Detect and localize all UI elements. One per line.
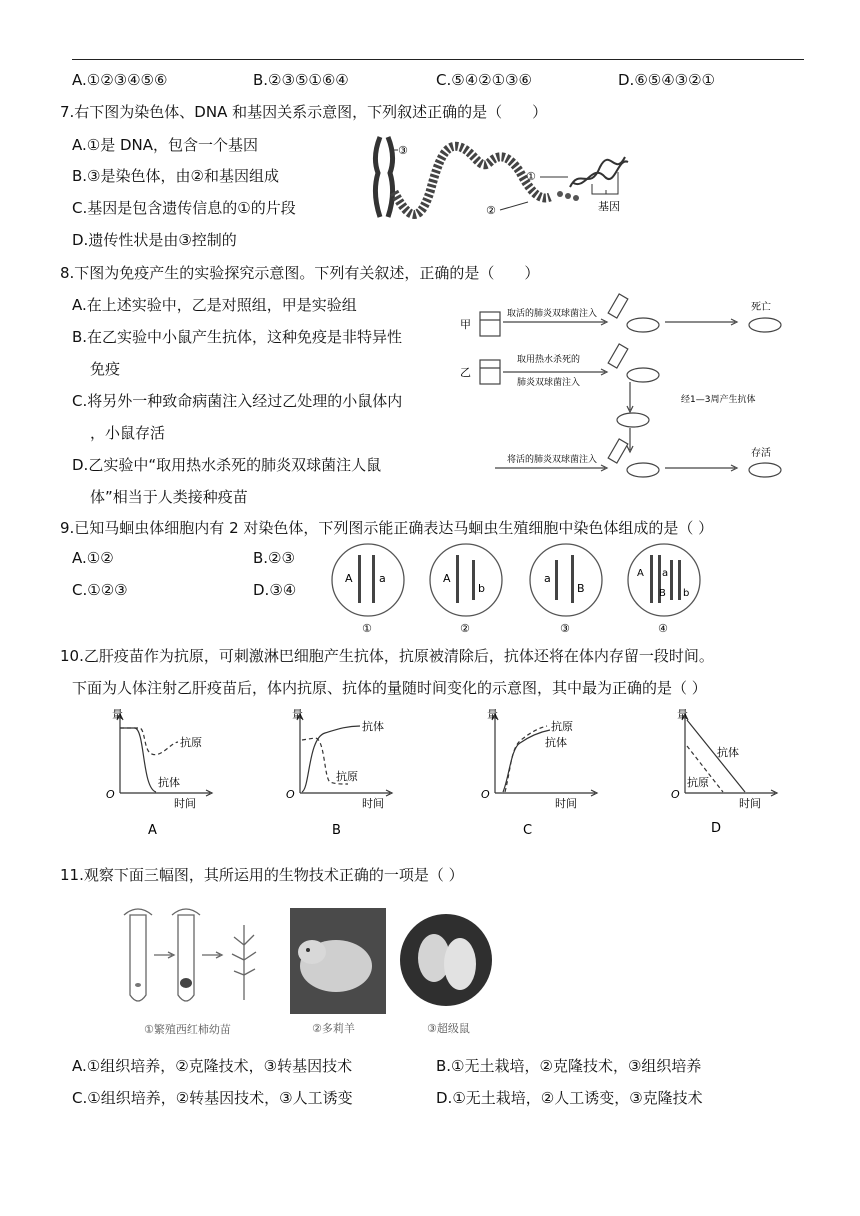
graph-d-origin: O: [671, 788, 680, 801]
label-jia: 甲: [460, 318, 471, 331]
graph-c-antibody: 抗体: [545, 736, 567, 749]
q11-option-c[interactable]: C.①组织培养，②转基因技术，③人工诱变: [72, 1089, 353, 1107]
cell3-label-a-lower: a: [544, 572, 551, 585]
q8-option-c-cont: ，小鼠存活: [90, 424, 166, 442]
graph-a-letter: A: [148, 823, 157, 838]
q9-option-b[interactable]: B.②③: [253, 549, 295, 567]
q6-option-c[interactable]: C.⑤④②①③⑥: [436, 71, 532, 89]
graph-c-antigen: 抗原: [551, 720, 573, 733]
chromosome-dna-gene-diagram: [360, 132, 645, 227]
q9-option-d[interactable]: D.③④: [253, 581, 297, 599]
cell3-number: ③: [560, 622, 570, 635]
chromosome-cells-diagram: [328, 540, 708, 635]
cell2-label-b-lower: b: [478, 582, 485, 595]
super-mouse-photo: [398, 908, 494, 1014]
graph-b-antigen: 抗原: [336, 770, 358, 783]
header-rule: [72, 59, 804, 60]
step-antibody-weeks: 经1—3周产生抗体: [681, 395, 756, 405]
graph-a-origin: O: [106, 788, 115, 801]
graph-d-y-label: 量: [677, 708, 688, 721]
q6-option-b[interactable]: B.②③⑤①⑥④: [253, 71, 349, 89]
q9-option-c[interactable]: C.①②③: [72, 581, 128, 599]
chromosome-shape: [375, 137, 392, 217]
graph-c-origin: O: [481, 788, 490, 801]
q11-stem: 11.观察下面三幅图，其所运用的生物技术正确的一项是（ ）: [60, 866, 464, 884]
q8-option-b[interactable]: B.在乙实验中小鼠产生抗体，这种免疫是非特异性: [72, 328, 403, 346]
graph-a-antibody: 抗体: [158, 776, 180, 789]
cell4-label-b-lower: b: [683, 588, 690, 599]
q8-stem: 8.下图为免疫产生的实验探究示意图。下列有关叙述，正确的是（ ）: [60, 264, 540, 282]
q8-option-d[interactable]: D.乙实验中“取用热水杀死的肺炎双球菌注人鼠: [72, 456, 382, 474]
graph-a-y-label: 量: [112, 708, 123, 721]
cell3-label-b-upper: B: [577, 582, 585, 595]
q8-option-a[interactable]: A.在上述实验中，乙是对照组，甲是实验组: [72, 296, 357, 314]
graph-b-antibody: 抗体: [362, 720, 384, 733]
cell2-label-a-upper: A: [443, 572, 451, 585]
graph-c-y-label: 量: [487, 708, 498, 721]
q7-stem: 7.右下图为染色体、DNA 和基因关系示意图，下列叙述正确的是（ ）: [60, 103, 548, 121]
q6-option-a[interactable]: A.①②③④⑤⑥: [72, 71, 168, 89]
q11-option-d[interactable]: D.①无土栽培，②人工诱变，③克隆技术: [436, 1089, 703, 1107]
cell1-label-a-lower: a: [379, 572, 386, 585]
graph-d-x-label: 时间: [739, 797, 761, 810]
q10-stem-line1: 10.乙肝疫苗作为抗原，可刺激淋巴细胞产生抗体，抗原被清除后，抗体还将在体内存留一段时间。: [60, 647, 714, 665]
q6-option-d[interactable]: D.⑥⑤④③②①: [618, 71, 716, 89]
cell4-label-a-upper: A: [637, 568, 644, 579]
label-3: ③: [398, 144, 408, 157]
label-2: ②: [486, 204, 496, 217]
result-dead: 死亡: [751, 302, 771, 313]
q10-stem-line2: 下面为人体注射乙肝疫苗后，体内抗原、抗体的量随时间变化的示意图，其中最为正确的是（ ）: [72, 679, 707, 697]
graph-b: [280, 708, 430, 838]
graph-b-origin: O: [286, 788, 295, 801]
graph-a-antigen: 抗原: [180, 736, 202, 749]
step-live-inject: 取活的肺炎双球菌注入: [507, 309, 598, 319]
label-1: ①: [526, 170, 536, 183]
graph-d-antigen: 抗原: [687, 776, 709, 789]
q7-option-a[interactable]: A.①是 DNA，包含一个基因: [72, 136, 259, 154]
q11-option-a[interactable]: A.①组织培养，②克隆技术，③转基因技术: [72, 1057, 353, 1075]
step-live-inject-again: 将活的肺炎双球菌注入: [507, 455, 598, 465]
graph-d-antibody: 抗体: [717, 746, 739, 759]
q8-option-d-cont: 体”相当于人类接种疫苗: [90, 488, 248, 506]
label-yi: 乙: [460, 366, 471, 379]
q8-option-c[interactable]: C.将另外一种致命病菌注入经过乙处理的小鼠体内: [72, 392, 403, 410]
dna-helix: [570, 157, 628, 187]
caption-dolly: ②多莉羊: [312, 1022, 355, 1035]
step-heat-killed-1: 取用热水杀死的: [517, 355, 581, 365]
graph-b-letter: B: [332, 823, 341, 838]
graph-b-y-label: 量: [292, 708, 303, 721]
graph-a-x-label: 时间: [174, 797, 196, 810]
q7-option-c[interactable]: C.基因是包含遗传信息的①的片段: [72, 199, 296, 217]
cell4-number: ④: [658, 622, 668, 635]
step-heat-killed-2: 肺炎双球菌注入: [517, 378, 581, 388]
q9-stem: 9.已知马蛔虫体细胞内有 2 对染色体，下列图示能正确表达马蛔虫生殖细胞中染色体组成的是（ ）: [60, 519, 714, 537]
dolly-sheep-photo: [290, 908, 386, 1014]
result-alive: 存活: [751, 448, 771, 459]
graph-c-letter: C: [523, 823, 533, 838]
graph-b-x-label: 时间: [362, 797, 384, 810]
q9-option-a[interactable]: A.①②: [72, 549, 114, 567]
graph-c-x-label: 时间: [555, 797, 577, 810]
caption-tomato: ①繁殖西红柿幼苗: [144, 1023, 231, 1036]
cell4-label-a-lower: a: [662, 568, 669, 579]
q8-option-b-cont: 免疫: [90, 360, 121, 378]
graph-d-letter: D: [711, 821, 722, 836]
graph-a: [100, 708, 250, 838]
immunity-experiment-diagram: [455, 290, 805, 490]
q11-option-b[interactable]: B.①无土栽培，②克隆技术，③组织培养: [436, 1057, 702, 1075]
cell4-label-b-upper: B: [659, 588, 666, 599]
graph-c: [475, 708, 625, 838]
caption-super-mouse: ③超级鼠: [427, 1022, 470, 1035]
cell1-number: ①: [362, 622, 372, 635]
q7-option-b[interactable]: B.③是染色体，由②和基因组成: [72, 167, 279, 185]
cell1-label-a-upper: A: [345, 572, 353, 585]
label-gene: 基因: [598, 200, 620, 213]
q7-option-d[interactable]: D.遗传性状是由③控制的: [72, 231, 237, 249]
graph-d: [665, 708, 815, 838]
cell2-number: ②: [460, 622, 470, 635]
tomato-tissue-culture-figure: [116, 905, 291, 1040]
